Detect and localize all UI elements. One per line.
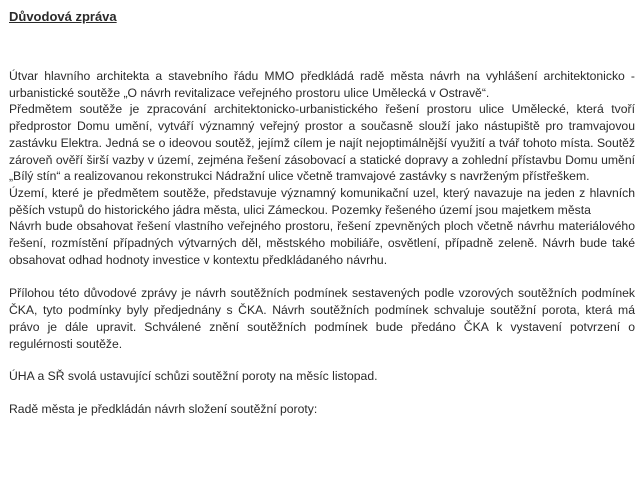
paragraph-proposal: Návrh bude obsahovat řešení vlastního veřejného prostoru, řešení zpevněných ploch včetně návrhu materiálového řešení, rozmístění případných výtvarných děl, městského mobiliáře, osvětlení, případně zeleně. Návrh bude také obsahovat odhad hodnoty investice v kontextu předkládaného návrhu. <box>9 219 635 267</box>
paragraph-subject: Předmětem soutěže je zpracování architektonicko-urbanistického řešení prostoru ulice Umělecké, která tvoří předprostor Domu umění, vytváří významný veřejný prostor a současně slouží jako nástupiště pro tramvajovou zastávku Elektra. Jedná se o ideovou soutěž, jejímž cílem je najít nejoptimálnější využití a tvář tohoto místa. Soutěž zároveň ověří širší vazby v území, zejména řešení zásobovací a statické dopravy a zohlední přístavbu Domu umění „Bílý stín“ a realizovanou rekonstrukci Nádražní ulice včetně tramvajové zastávky s navrženým přístřeškem. <box>9 102 635 184</box>
paragraph-jury-meeting: ÚHA a SŘ svolá ustavující schůzi soutěžní poroty na měsíc listopad. <box>9 369 378 384</box>
paragraph-intro: Útvar hlavního architekta a stavebního řádu MMO předkládá radě města návrh na vyhlášení architektonicko - urbanistické soutěže „O návrh revitalizace veřejného prostoru ulice Umělecká v Ostravě“. <box>9 69 635 100</box>
paragraph-attachment: Přílohou této důvodové zprávy je návrh soutěžních podmínek sestavených podle vzorových soutěžních podmínek ČKA, tyto podmínky byly předjednány s ČKA. Návrh soutěžních podmínek schvaluje soutěžní porota, která má právo je dále upravit. Schválené znění soutěžních podmínek bude předáno ČKA k vystavení potvrzení o regulérnosti soutěže. <box>9 286 635 351</box>
document-title: Důvodová zpráva <box>9 9 117 24</box>
document-body <box>9 68 635 418</box>
paragraph-jury-composition: Radě města je předkládán návrh složení soutěžní poroty: <box>9 401 318 416</box>
paragraph-area: Území, které je předmětem soutěže, představuje významný komunikační uzel, který navazuje na jeden z hlavních pěších vstupů do historického jádra města, ulici Zámeckou. Pozemky řešeného území jsou majetkem města <box>9 185 635 217</box>
document-page <box>9 8 635 418</box>
